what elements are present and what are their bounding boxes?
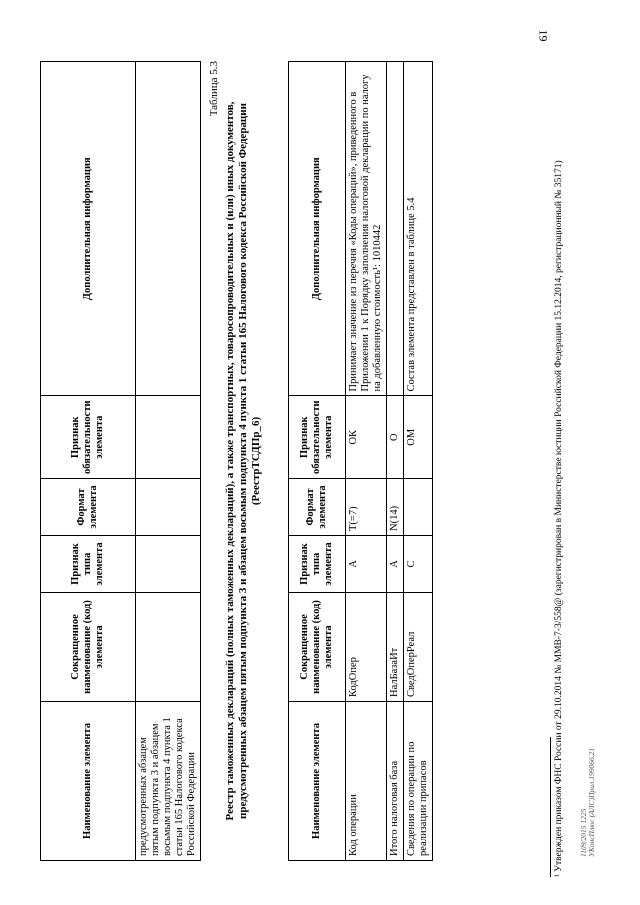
- table-row: [136, 62, 201, 861]
- table-cell: О: [387, 396, 404, 479]
- table-caption: [208, 61, 264, 861]
- table-cell: [136, 479, 201, 536]
- table-row: [387, 62, 404, 861]
- header-cell: Сокращенное наименование (код) элемента: [41, 593, 136, 702]
- header-cell: Формат элемента: [41, 479, 136, 536]
- table-cell: А: [346, 536, 387, 593]
- table-cell: Сведения по операции по реализации припасов: [404, 702, 433, 861]
- table-header-row: [41, 62, 136, 861]
- table-cell: [136, 62, 201, 396]
- table-continuation: [40, 61, 201, 861]
- table-cell: [387, 62, 404, 396]
- footnote-divider: [550, 737, 551, 877]
- document-stamp: [580, 748, 597, 857]
- table-cell: N(14): [387, 479, 404, 536]
- table-cell: ОМ: [404, 396, 433, 479]
- table-title: Реестр таможенных деклараций (полных таможенных деклараций), а также транспортных, товаросопроводительных и (или) иных документов, предусмотренных абзацем пятым подпункта 3 и абзацем восьмым подпункта 4 пункта 1 статьи 165 Налогового кодекса Российской Федерации (РеестрТСДПр_6): [224, 101, 263, 821]
- stamp-line: 1109/2015 1225: [579, 808, 588, 857]
- header-cell: Наименование элемента: [289, 702, 346, 861]
- table-cell: ОК: [346, 396, 387, 479]
- table-cell: [136, 396, 201, 479]
- table-cell: предусмотренных абзацем пятым подпункта 3 и абзацем восьмым подпункта 4 пункта 1 статьи 165 Налогового кодекса Российской Федерации: [136, 702, 201, 861]
- table-cell: [136, 593, 201, 702]
- table-cell: [404, 479, 433, 536]
- header-cell: Признак обязательности элемента: [289, 396, 346, 479]
- header-cell: Признак типа элемента: [41, 536, 136, 593]
- table-cell: НалБазаИт: [387, 593, 404, 702]
- stamp-line: УКонсПлюс (АЛС)Прил.199066.21: [587, 747, 597, 857]
- rotated-content: [40, 27, 600, 877]
- table-cell: Код операции: [346, 702, 387, 861]
- table-cell: [136, 536, 201, 593]
- table-cell: Состав элемента представлен в таблице 5.4: [404, 62, 433, 396]
- table-cell: С: [404, 536, 433, 593]
- table-cell: T(=7): [346, 479, 387, 536]
- table-cell: СведОперРеал: [404, 593, 433, 702]
- table-number: Таблица 5.3: [208, 61, 220, 117]
- table-cell: А: [387, 536, 404, 593]
- header-cell: Наименование элемента: [41, 702, 136, 861]
- table-header-row: [289, 62, 346, 861]
- header-cell: Признак типа элемента: [289, 536, 346, 593]
- page-number: 19: [536, 29, 551, 42]
- header-cell: Признак обязательности элемента: [41, 396, 136, 479]
- header-cell: Формат элемента: [289, 479, 346, 536]
- footnote: [550, 77, 566, 877]
- table-cell: Принимает значение из перечня «Коды операций», приведенного в Приложении 1 к Порядку заполнения налоговой декларации по налогу на добавленную стоимость¹: 1010442: [346, 62, 387, 396]
- table-cell: КодОпер: [346, 593, 387, 702]
- header-cell: Дополнительная информация: [41, 62, 136, 396]
- table-5-3: [288, 61, 433, 861]
- footnote-text: ¹ Утвержден приказом ФНС России от 29.10.2014 № ММВ-7-3/558@ (зарегистрирован в Министерстве юстиции Российской Федерации 15.12.2014, регистрационный № 35171): [554, 160, 564, 877]
- header-cell: Сокращенное наименование (код) элемента: [289, 593, 346, 702]
- table-row: [346, 62, 387, 861]
- header-cell: Дополнительная информация: [289, 62, 346, 396]
- table-cell: Итого налоговая база: [387, 702, 404, 861]
- table-row: [404, 62, 433, 861]
